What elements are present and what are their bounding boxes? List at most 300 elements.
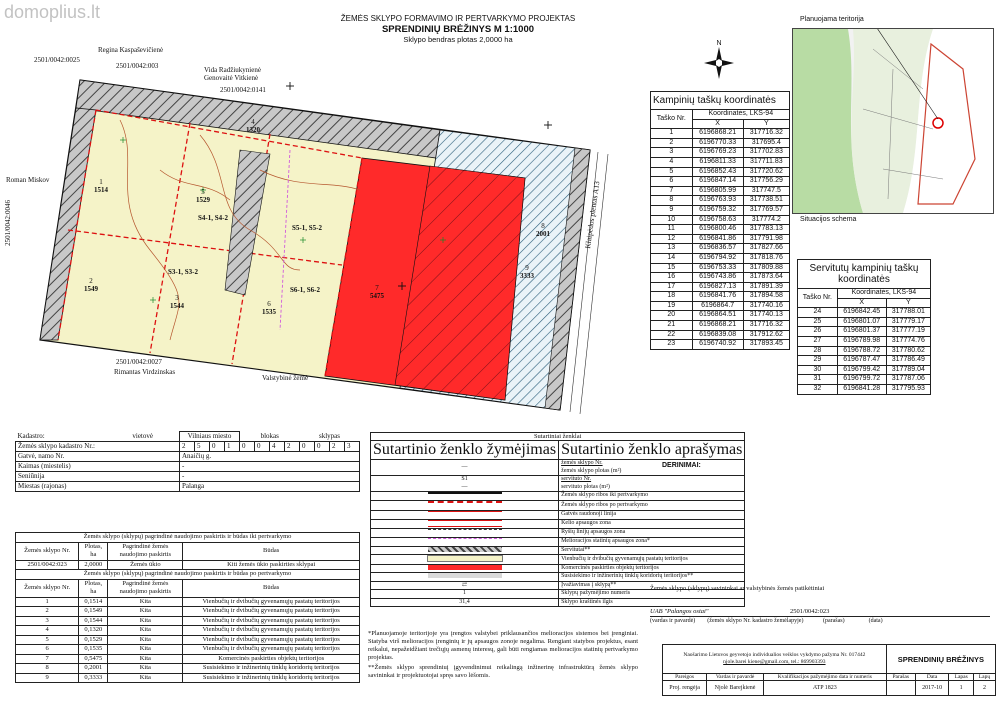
coord-x: 6196868.21 (692, 321, 743, 331)
legend-title: Sutartiniai ženklai (371, 433, 745, 441)
legend-swatch (428, 529, 502, 535)
street-value: Anaičių g. (180, 452, 360, 462)
title-block-h: Data (915, 674, 949, 681)
legend-swatch (428, 573, 502, 578)
coord-x: 6196801.07 (837, 317, 886, 327)
use-before-body (16, 560, 360, 570)
use-cell: 2 (16, 607, 79, 617)
coord-y: 317809.88 (743, 263, 789, 273)
use-cell: Kita (108, 673, 183, 683)
map-graphic (793, 29, 993, 213)
coord-row (651, 177, 790, 187)
eldership-label: Seniūnija (16, 472, 180, 482)
coord-y: 317791.98 (743, 234, 789, 244)
coord-row (798, 365, 931, 375)
use-cell: Vienbučių ir dvibučių gyvenamųjų pastatų teritorijos (183, 626, 360, 636)
plot-label: sklypas (319, 431, 340, 440)
legend-swatch (427, 555, 503, 562)
coord-y: 317818.76 (743, 253, 789, 263)
coord-nr: 6 (651, 177, 693, 187)
legend-symbol (371, 529, 559, 538)
cadastre-digit: 0 (255, 442, 270, 452)
coord-nr: 28 (798, 346, 838, 356)
use-cell: Kita (108, 654, 183, 664)
legend-swatch (428, 565, 502, 570)
situation-label: Planuojama teritorija (800, 16, 864, 23)
coord-y: 317716.32 (743, 321, 789, 331)
coord-y: 317740.13 (743, 311, 789, 321)
legend-symbol (371, 555, 559, 564)
use-cell: 0,2001 (79, 664, 108, 674)
legend-sym-length: 31,4 (459, 598, 470, 605)
cadastre-digit: 1 (225, 442, 240, 452)
use-cell: Susisiekimo ir inžinerinių tinklų koridorių teritorijos (183, 664, 360, 674)
h-purpose: Pagrindinė žemės naudojimo paskirtis (108, 542, 183, 560)
col-x: X (692, 119, 743, 129)
col-coord-system: Koordinatės, LKS-94 (837, 289, 930, 299)
coord-y: 317769.57 (743, 205, 789, 215)
coord-nr: 31 (798, 375, 838, 385)
coord-nr: 25 (798, 317, 838, 327)
coord-x: 6196743.86 (692, 273, 743, 283)
land-use-table (15, 532, 360, 683)
use-row (16, 654, 360, 664)
coord-x: 6196801.37 (837, 327, 886, 337)
use-cell: Kiti žemės ūkio paskirties sklypai (183, 560, 360, 570)
legend-symbol (371, 573, 559, 582)
coord-row (651, 340, 790, 350)
parcel-code-4: 2501/0042:0027 (116, 358, 162, 366)
legend-desc: Ryšių linijų apsaugos zona (559, 529, 745, 538)
cadastre-digit: 2 (330, 442, 345, 452)
coord-x: 6196836.57 (692, 244, 743, 254)
use-cell: Kita (108, 664, 183, 674)
lot-3-label: 3 1544 (170, 294, 184, 310)
title-block-h: Lapas (949, 674, 973, 681)
coord-row (651, 129, 790, 139)
servitude-label-4: S6-1, S6-2 (290, 286, 320, 294)
neighbour-3: Genovaitė Vitkienė (204, 74, 259, 82)
legend-symbol: ⇄ (371, 581, 559, 590)
legend-swatch (428, 520, 502, 527)
coord-x: 6196864.51 (692, 311, 743, 321)
drawing-title: SPRENDINIŲ BRĖŽINYS M 1:1000 (381, 24, 535, 35)
coord-y: 317827.66 (743, 244, 789, 254)
coord-y: 317894.58 (743, 292, 789, 302)
h-purpose: Pagrindinė žemės naudojimo paskirtis (108, 579, 183, 597)
coord-y: 317711.83 (743, 157, 789, 167)
use-cell: Vienbučių ir dvibučių gyvenamųjų pastatų teritorijos (183, 616, 360, 626)
legend-swatch (428, 547, 502, 552)
city-value: Palanga (180, 482, 360, 492)
use-cell: Vienbučių ir dvibučių gyvenamųjų pastatų teritorijos (183, 597, 360, 607)
neighbour-5: Rimantas Virdzinskas (114, 368, 176, 376)
use-cell: Kita (108, 607, 183, 617)
parcel-code-5: 2501/0042:003 (116, 62, 159, 70)
h-area: Plotas, ha (79, 542, 108, 560)
lot-2-label: 2 1549 (84, 277, 98, 293)
title-block-cell: ATP 1823 (763, 681, 886, 696)
use-cell: Kita (108, 616, 183, 626)
corner-coords-body (651, 129, 790, 350)
coord-row (651, 301, 790, 311)
village-value: - (180, 462, 360, 472)
coord-row (798, 336, 931, 346)
use-cell: 0,1320 (79, 626, 108, 636)
parcel-code-1: 2501/0042:0025 (34, 56, 80, 64)
cadastre-label: Kadastro: (17, 431, 45, 440)
use-before-title: Žemės sklypo (sklypų) pagrindinė naudojimo paskirtis ir būdas iki pertvarkymo (16, 533, 360, 543)
coord-y: 317720.62 (743, 167, 789, 177)
use-cell: Susisiekimo ir inžinerinių tinklų koridorių teritorijos (183, 673, 360, 683)
cadastre-digit: 5 (195, 442, 210, 452)
col-y: Y (743, 119, 789, 129)
coord-x: 6196763.93 (692, 196, 743, 206)
legend-desc-serv: servituto Nr. servituto plotas (m²) (559, 476, 745, 492)
legend-symbol (371, 519, 559, 528)
coord-x: 6196740.92 (692, 340, 743, 350)
use-cell: 5 (16, 635, 79, 645)
coord-x: 6196841.76 (692, 292, 743, 302)
h-method: Būdas (183, 542, 360, 560)
title-block-h: Pareigos (663, 674, 707, 681)
h-plot-nr: Žemės sklypo Nr. (16, 579, 79, 597)
neighbour-1: Regina Kaspaševičienė (98, 46, 164, 54)
coord-nr: 8 (651, 196, 693, 206)
cadastre-digit: 0 (315, 442, 330, 452)
servitude-label-2: S5-1, S5-2 (292, 224, 322, 232)
coord-nr: 14 (651, 253, 693, 263)
legend-row (371, 492, 745, 501)
coord-row (651, 263, 790, 273)
neighbour-2: Vida Radžiukynienė (204, 66, 261, 74)
doc-heading: ŽEMĖS SKLYPO FORMAVIMO IR PERTVARKYMO PROJEKTAS (340, 14, 576, 23)
coord-y: 317702.83 (743, 148, 789, 158)
use-row (16, 626, 360, 636)
neighbour-4: Roman Miskov (6, 176, 50, 184)
lot-4-label: 4 1320 (246, 118, 260, 134)
coord-y: 317777.19 (886, 327, 930, 337)
coord-x: 6196789.98 (837, 336, 886, 346)
coord-y: 317788.01 (886, 308, 930, 318)
servitude-label-1: S4-1, S4-2 (198, 214, 228, 222)
coord-x: 6196852.43 (692, 167, 743, 177)
coord-x: 6196787.47 (837, 356, 886, 366)
col-point-nr: Taško Nr. (651, 110, 693, 129)
title-block-cell: 2 (973, 681, 995, 696)
note-1: *Planuojamoje teritorijoje yra įrengtos valstybei priklausančios melioracijos sistemos bei įrenginiai. Statyba virš melioracijos įrenginių ir jų apsaugos zonoje negalima. Rengiant statybos projektus, esant reikalui, nepažeidžiant trečiųjų asmenų interesų, gali būti rengiamas melioracijos statinių pertvarkymo projektas. (368, 630, 638, 661)
coord-row (651, 225, 790, 235)
use-cell: 0,1549 (79, 607, 108, 617)
use-after-title: Žemės sklypo (sklypų) pagrindinė naudojimo paskirtis ir būdas po pertvarkymo (16, 570, 360, 580)
coord-nr: 10 (651, 215, 693, 225)
coord-x: 6196759.32 (692, 205, 743, 215)
coord-nr: 20 (651, 311, 693, 321)
legend-swatch (428, 538, 502, 544)
compass-rose (704, 40, 734, 80)
coord-nr: 17 (651, 282, 693, 292)
coord-nr: 29 (798, 356, 838, 366)
coord-row (651, 311, 790, 321)
legend-row (371, 519, 745, 528)
legend-symbol (371, 590, 559, 599)
coord-nr: 23 (651, 340, 693, 350)
approvals-title: DERINIMAI: (662, 462, 701, 469)
coord-y: 317783.13 (743, 225, 789, 235)
coord-row (651, 273, 790, 283)
coord-x: 6196770.33 (692, 138, 743, 148)
coord-nr: 22 (651, 330, 693, 340)
col-coord-system: Koordinatės, LKS-94 (692, 110, 789, 120)
coord-x: 6196841.86 (692, 234, 743, 244)
coord-x: 6196811.33 (692, 157, 743, 167)
title-block-cell (886, 681, 915, 696)
coord-x: 6196839.08 (692, 330, 743, 340)
title-block-cell: Proj. rengėja (663, 681, 707, 696)
city-label: Miestas (rajonas) (16, 482, 180, 492)
use-cell: 0,1535 (79, 645, 108, 655)
lot-1-label: 1 1514 (94, 178, 108, 194)
coord-y: 317787.06 (886, 375, 930, 385)
cadastre-digit: 0 (240, 442, 255, 452)
coord-nr: 16 (651, 273, 693, 283)
title-block-row (663, 681, 996, 696)
coord-y: 317789.04 (886, 365, 930, 375)
north-label: N (716, 40, 722, 47)
coord-nr: 27 (798, 336, 838, 346)
situation-caption: Situacijos schema (800, 216, 857, 223)
cadastre-digit: 0 (210, 442, 225, 452)
coord-x: 6196805.99 (692, 186, 743, 196)
coord-row (798, 356, 931, 366)
legend-sym-number: 1 (463, 590, 467, 597)
coord-nr: 24 (798, 308, 838, 318)
use-cell: 6 (16, 645, 79, 655)
legend-symbol (371, 510, 559, 519)
notes (368, 630, 638, 680)
use-cell: 4 (16, 626, 79, 636)
coord-y: 317780.62 (886, 346, 930, 356)
coord-row (798, 308, 931, 318)
use-cell: Vienbučių ir dvibučių gyvenamųjų pastatų teritorijos (183, 635, 360, 645)
situation-map (792, 28, 994, 214)
coord-y: 317756.29 (743, 177, 789, 187)
approvals-owners: Žemės sklypo (sklypų) savininkai ar valstybinės žemės patikėtiniai (650, 585, 825, 592)
legend-swatch (428, 511, 502, 517)
coord-y: 317740.16 (743, 301, 789, 311)
coord-row (651, 157, 790, 167)
coord-nr: 4 (651, 157, 693, 167)
cadastre-digit: 2 (285, 442, 300, 452)
coord-nr: 13 (651, 244, 693, 254)
use-after-body (16, 597, 360, 683)
coord-x: 6196799.72 (837, 375, 886, 385)
use-row (16, 607, 360, 617)
legend-desc: Sklypų pažymėjimo numeris (559, 590, 745, 599)
col-point-nr: Taško Nr. (798, 289, 838, 308)
legend-row (371, 510, 745, 519)
coord-y: 317893.45 (743, 340, 789, 350)
servitude-coords-body (798, 308, 931, 394)
legend-symbol (371, 598, 559, 607)
use-cell: 0,1514 (79, 597, 108, 607)
use-cell: 0,1544 (79, 616, 108, 626)
use-cell: 0,5475 (79, 654, 108, 664)
h-method: Būdas (183, 579, 360, 597)
coord-nr: 15 (651, 263, 693, 273)
use-row (16, 635, 360, 645)
cadastre-digit: 4 (270, 442, 285, 452)
village-label: Kaimas (miestelis) (16, 462, 180, 472)
legend-sym-serv: S1 — (371, 476, 559, 492)
coord-x: 6196788.72 (837, 346, 886, 356)
use-cell: 2,0000 (79, 560, 108, 570)
legend-row (371, 564, 745, 573)
legend-desc: Servitutai** (559, 546, 745, 555)
legend-swatch (428, 492, 502, 499)
legend-symbol (371, 546, 559, 555)
use-cell: 7 (16, 654, 79, 664)
coord-x: 6196794.92 (692, 253, 743, 263)
legend-desc: Sklypo kraštinės ilgis (559, 598, 745, 607)
h-plot-nr: Žemės sklypo Nr. (16, 542, 79, 560)
coord-x: 6196841.28 (837, 384, 886, 394)
legend-sym-lot: — (371, 460, 559, 476)
legend-desc: Komercinės paskirties objektų teritorijos (559, 564, 745, 573)
legend-symbol (371, 564, 559, 573)
legend-desc: Vienbučių ir dvibučių gyvenamųjų pastatų teritorijos (559, 555, 745, 564)
title-block-h: Lapų (973, 674, 995, 681)
legend-desc-lot: žemės sklypo Nr. žemės sklypo plotas (m²) (559, 460, 745, 476)
legend-h-desc: Sutartinio ženklo aprašymas (559, 441, 745, 460)
coord-x: 6196864.7 (692, 301, 743, 311)
parcel-code-3: 2501/0042:0046 (4, 200, 12, 246)
coord-y: 317891.39 (743, 282, 789, 292)
legend-desc: Žemės sklypo ribos iki pertvarkymo (559, 492, 745, 501)
cadastre-digit: 3 (345, 442, 360, 452)
use-cell: 2501/0042:023 (16, 560, 79, 570)
coord-x: 6196769.23 (692, 148, 743, 158)
coord-y: 317695.4 (743, 138, 789, 148)
coord-nr: 9 (651, 205, 693, 215)
servitude-label-3: S3-1, S3-2 (168, 268, 198, 276)
coord-nr: 30 (798, 365, 838, 375)
use-row (16, 597, 360, 607)
legend-desc: Susisiekimo ir inžinerinių tinklų koridorių teritorijos** (559, 573, 745, 582)
legend-symbol (371, 537, 559, 546)
title-block-cell: 1 (949, 681, 973, 696)
legend-row (371, 598, 745, 607)
coord-y: 317779.17 (886, 317, 930, 327)
use-cell: 3 (16, 616, 79, 626)
coord-row (651, 282, 790, 292)
road-label: Klaipėdos plentas A13 (583, 180, 602, 250)
servitude-coords-title: Servitutų kampinių taškų koordinatės (797, 259, 931, 288)
title-block-author: Naošarimo Lietuvos geyvetojo individualios veiklos vykdymo pažyma Nr. 017442 njole.barei kiene@gmail.com, tel.: 869903393 (663, 645, 887, 674)
corner-coords-table (650, 91, 790, 350)
coord-row (651, 205, 790, 215)
coord-nr: 2 (651, 138, 693, 148)
approvals-caption: (vardas ir pavardė) (žemės sklypo Nr. kadastro žemėlapyje) (parašas) (data) (650, 618, 883, 624)
coord-row (651, 186, 790, 196)
coord-x: 6196868.21 (692, 129, 743, 139)
coord-row (651, 321, 790, 331)
coord-y: 317774.2 (743, 215, 789, 225)
coord-row (651, 330, 790, 340)
legend-table (370, 432, 745, 607)
title-block-h: Vardas ir pavardė (707, 674, 764, 681)
coord-nr: 1 (651, 129, 693, 139)
legend-symbol (371, 501, 559, 510)
coord-x: 6196800.46 (692, 225, 743, 235)
coord-y: 317738.51 (743, 196, 789, 206)
cadastre-digit: 0 (300, 442, 315, 452)
eldership-value: - (180, 472, 360, 482)
use-cell: Kita (108, 645, 183, 655)
legend-desc: Kelio apsaugos zona (559, 519, 745, 528)
coord-nr: 19 (651, 301, 693, 311)
coord-nr: 26 (798, 327, 838, 337)
watermark: domoplius.lt (4, 2, 101, 22)
legend-desc: Įvažiavimas į sklypą** (559, 581, 745, 590)
coord-row (651, 196, 790, 206)
coord-x: 6196847.14 (692, 177, 743, 187)
locality-label: vietovė (132, 431, 153, 440)
approvals-owner-code: 2501/0042:023 (790, 608, 830, 615)
coord-nr: 7 (651, 186, 693, 196)
use-cell: 0,1529 (79, 635, 108, 645)
legend-swatch (428, 501, 502, 508)
coord-y: 317786.49 (886, 356, 930, 366)
coord-nr: 18 (651, 292, 693, 302)
coord-x: 6196842.45 (837, 308, 886, 318)
coord-row (651, 292, 790, 302)
coord-nr: 32 (798, 384, 838, 394)
total-area: Sklypo bendras plotas 2,0000 ha (403, 35, 513, 44)
cadastre-number-label: Žemės sklypo kadastro Nr.: (16, 442, 180, 452)
col-x: X (837, 298, 886, 308)
coord-row (798, 375, 931, 385)
coord-x: 6196753.33 (692, 263, 743, 273)
note-2: **Žemės sklypo sprendiniuį įgyvendinimui reikalingą inžinerinę infrastruktūrą žemės sklypo savininkai ir projektuotojai spręs savo lėšomis. (368, 664, 638, 679)
coord-row (798, 327, 931, 337)
legend-desc: Žemės sklypo ribos po pertvarkymo (559, 501, 745, 510)
legend-desc: Melioracijos statinių apsaugos zona* (559, 537, 745, 546)
use-row (16, 616, 360, 626)
title-block-h: Parašas (886, 674, 915, 681)
compass-icon (704, 47, 734, 79)
coord-nr: 12 (651, 234, 693, 244)
coord-row (651, 167, 790, 177)
title-block-h: Kvalifikacijos pažymėjimo data ir numeris (763, 674, 886, 681)
cadastre-digit: 2 (180, 442, 195, 452)
legend-row (371, 555, 745, 564)
servitude-coords-table (797, 259, 931, 395)
use-cell: Kita (108, 635, 183, 645)
coord-row (798, 317, 931, 327)
corner-coords-title: Kampinių taškų koordinatės (650, 91, 790, 109)
coord-row (651, 244, 790, 254)
lot-9-label: 9 3333 (520, 264, 534, 280)
coord-x: 6196827.13 (692, 282, 743, 292)
legend-row (371, 573, 745, 582)
title-block-header (663, 674, 996, 681)
coord-y: 317716.32 (743, 129, 789, 139)
use-cell: Komercinės paskirties objektų teritorijos (183, 654, 360, 664)
title-block-cell: Njolė Barejkienė (707, 681, 764, 696)
coord-nr: 3 (651, 148, 693, 158)
coord-y: 317912.62 (743, 330, 789, 340)
